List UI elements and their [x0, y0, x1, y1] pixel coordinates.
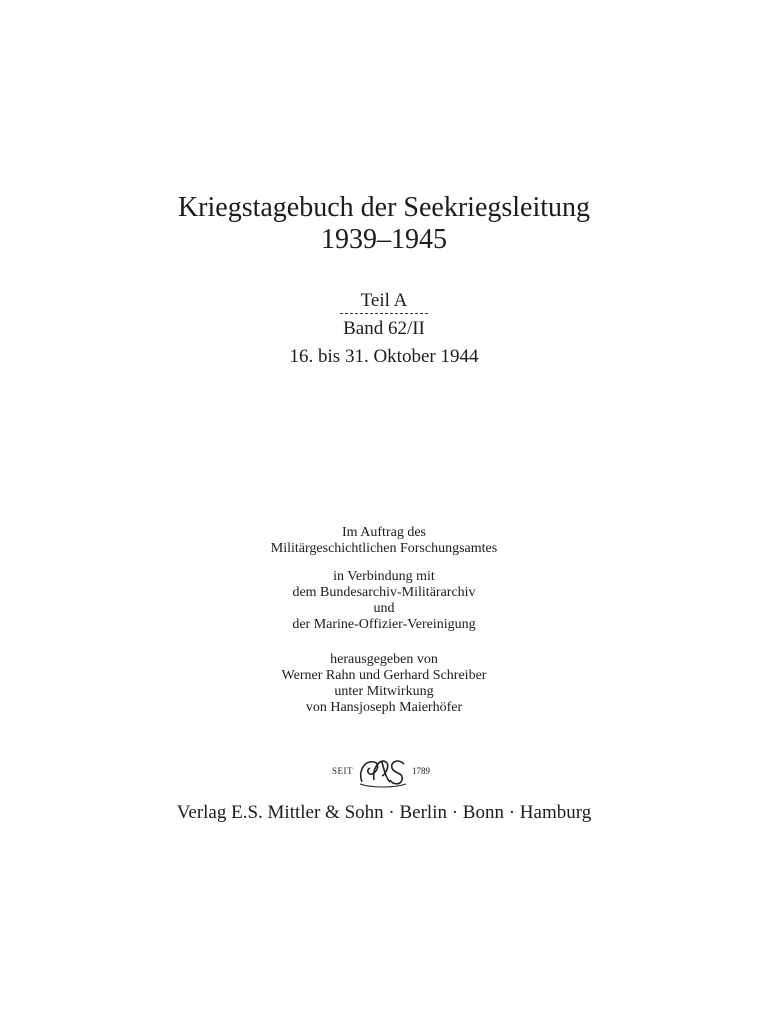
band-label: Band 62/II [343, 318, 425, 339]
credit-line: Im Auftrag des [342, 525, 426, 540]
logo-seit: SEIT [332, 766, 353, 776]
book-title: Kriegstagebuch der Seekriegsleitung [177, 192, 591, 223]
credit-line: Militärgeschichtlichen Forschungsamtes [270, 541, 498, 556]
date-range: 16. bis 31. Oktober 1944 [289, 346, 479, 367]
publisher-logo [0, 754, 768, 790]
logo-year: 1789 [412, 766, 430, 776]
credit-line: von Hansjoseph Maierhöfer [305, 700, 463, 715]
monogram-icon [356, 754, 410, 790]
credit-line: unter Mitwirkung [334, 684, 434, 699]
credit-line: herausgegeben von [330, 652, 438, 667]
credit-line: Werner Rahn und Gerhard Schreiber [281, 668, 487, 683]
credit-line: in Verbindung mit [333, 569, 435, 584]
book-years: 1939–1945 [321, 224, 447, 255]
credit-line: und [373, 601, 395, 616]
teil-label: Teil A [360, 290, 408, 311]
publisher-line: Verlag E.S. Mittler & Sohn · Berlin · Bonn · Hamburg [176, 802, 592, 823]
credit-line: dem Bundesarchiv-Militärarchiv [292, 585, 476, 600]
credit-line: der Marine-Offizier-Vereinigung [292, 617, 476, 632]
teil-rule [340, 313, 428, 314]
